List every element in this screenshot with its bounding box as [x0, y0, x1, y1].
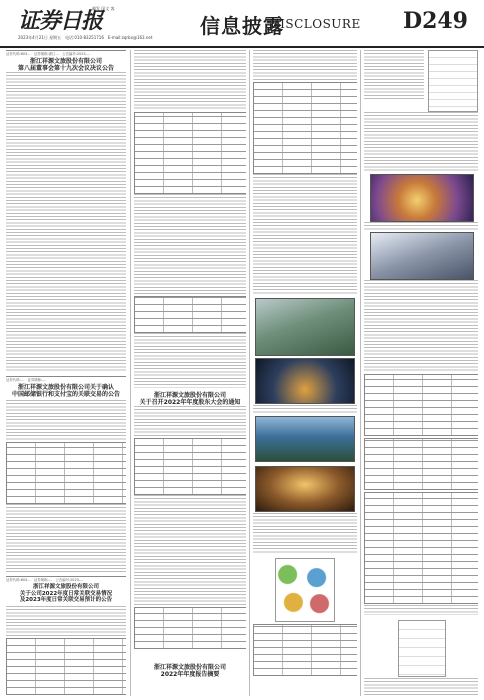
shareholding-diagram: [398, 620, 446, 677]
photo-caption: [364, 222, 478, 230]
cartoon-banner-photo: [370, 174, 474, 222]
hotel-room-photo: [370, 232, 474, 280]
data-table: [253, 82, 357, 174]
column-divider: [360, 50, 361, 696]
article-body: [364, 280, 478, 372]
column-1: [6, 50, 126, 696]
data-table: [253, 624, 357, 676]
article-meta: 证券代码:603… 证券简称:浙江… 公告编号:2023-…: [6, 50, 126, 56]
column-3: [253, 50, 357, 696]
column-2: [134, 50, 246, 696]
page-number: D249: [402, 8, 468, 34]
article-body: [364, 50, 424, 100]
article-title: 浙江祥源文旅股份有限公司 2022年年度报告摘要: [153, 664, 226, 678]
article-body: [6, 504, 126, 574]
section-title-cn: 信息披露: [200, 14, 284, 38]
article-meta: 证券代码:603… 证券简称:… 公告编号:2023-…: [6, 576, 126, 582]
article-body: [364, 678, 478, 696]
article-body: [134, 194, 246, 294]
article-body: [364, 112, 478, 172]
cable-car-photo: [255, 416, 355, 462]
qr-code-panel: [275, 558, 335, 622]
article-body: [6, 400, 126, 440]
article-body: [134, 406, 246, 436]
article-title: 浙江祥源文旅股份有限公司 第八届董事会第十九次会议决议公告: [17, 58, 114, 72]
data-table: [364, 438, 478, 490]
data-table: [364, 492, 478, 604]
article-body: [364, 605, 478, 615]
column-divider: [130, 50, 131, 696]
mountain-photo: [255, 298, 355, 356]
data-table: [6, 638, 126, 695]
article-title: 浙江祥源文旅股份有限公司关于确认 中国邮储银行和支付宝的关联交易的公告: [11, 384, 120, 398]
article-body: [6, 606, 126, 636]
data-table: [134, 112, 246, 194]
article-body: [134, 50, 246, 110]
data-table: [364, 374, 478, 436]
article-body: [134, 495, 246, 605]
section-title-en: DISCLOSURE: [270, 17, 361, 31]
article-body: [253, 50, 357, 80]
masthead-dateline: 2023年4月21日 星期五 电话:010-83251716 E-mail:zqrbx@163.net: [18, 35, 153, 40]
article-title: 浙江祥源文旅股份有限公司 关于公司2022年度日常关联交易情况 及2023年度日常关联交易预计的公告: [19, 584, 113, 603]
masthead: [0, 0, 484, 48]
data-table: [134, 607, 246, 649]
data-table: [134, 296, 246, 333]
article-body: [253, 174, 357, 294]
data-table: [6, 442, 126, 504]
article-meta: 证券代码:… 证券简称:…: [6, 376, 126, 382]
article-body: [253, 513, 357, 553]
masthead-subline: 邮发 国文 客: [92, 6, 115, 11]
column-4: [364, 50, 478, 696]
newspaper-logo: 证券日报: [18, 8, 103, 34]
article-body: [6, 72, 126, 372]
article-body: [134, 333, 246, 388]
cave-photo: [255, 466, 355, 512]
photo-caption: [253, 405, 357, 413]
article-title: 浙江祥源文旅股份有限公司 关于召开2022年年度股东大会的通知: [139, 392, 241, 406]
column-divider: [249, 50, 250, 696]
stage-show-photo: [255, 358, 355, 404]
org-chart-diagram: [428, 50, 478, 112]
data-table: [134, 438, 246, 495]
